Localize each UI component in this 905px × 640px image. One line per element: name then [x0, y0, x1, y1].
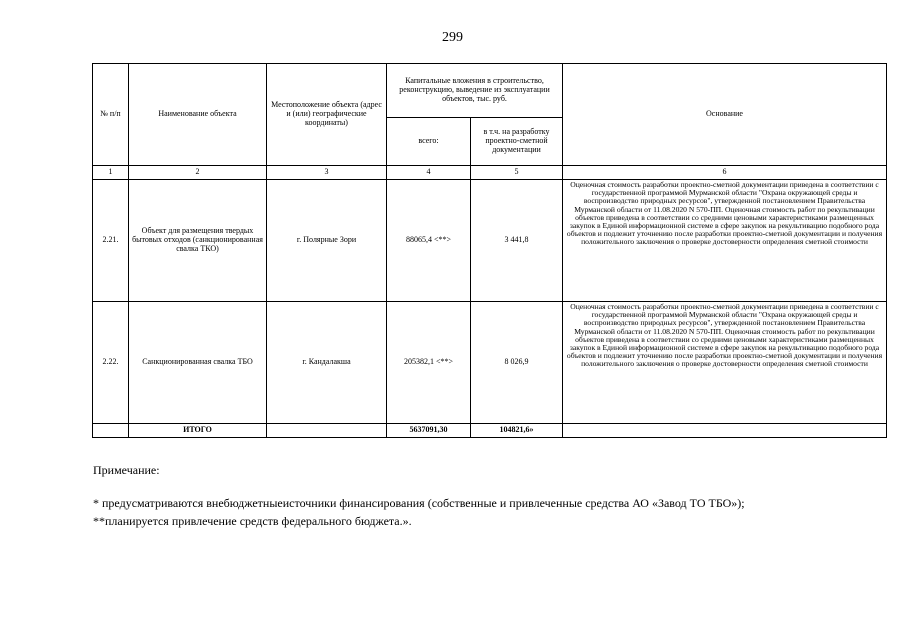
header-location: Местоположение объекта (адрес и (или) географические координаты): [267, 64, 387, 166]
table-row: [93, 302, 887, 424]
header-row-1: [93, 64, 887, 118]
column-number: 6: [563, 166, 887, 180]
row-total: 88065,4 <**>: [387, 180, 471, 302]
note-line-2: **планируется привлечение средств федерального бюджета.».: [93, 514, 412, 528]
row-basis: Оценочная стоимость разработки проектно-сметной документации приведена в соответствии с государственной программой Мурманской области "Охрана окружающей среды и воспроизводство природных ресурсов", утвержденной постановлением Правительства Мурманской области от 11.08.2020 N 570-ПП. Оценочная стоимость работ по рекультивации объектов приведена в соответствии со средними ценовыми характеристиками размещенных закупок в Единой информационной системе в сфере закупок на рекультивацию подобного рода объектов и подлежит уточнению после разработки проектно-сметной документации и получения положительного заключения о проверке достоверности определения сметной стоимости: [563, 180, 887, 302]
header-name: Наименование объекта: [129, 64, 267, 166]
row-num: 2.21.: [93, 180, 129, 302]
row-name: Санкционированная свалка ТБО: [129, 302, 267, 424]
column-number: 3: [267, 166, 387, 180]
row-total: 205382,1 <**>: [387, 302, 471, 424]
row-location: г. Кандалакша: [267, 302, 387, 424]
row-basis: Оценочная стоимость разработки проектно-сметной документации приведена в соответствии с государственной программой Мурманской области "Охрана окружающей среды и воспроизводство природных ресурсов", утвержденной постановлением Правительства Мурманской области от 11.08.2020 N 570-ПП. Оценочная стоимость работ по рекультивации объектов приведена в соответствии со средними ценовыми характеристиками размещенных закупок в Единой информационной системе в сфере закупок на рекультивацию подобного рода объектов и подлежит уточнению после разработки проектно-сметной документации и получения положительного заключения о проверке достоверности определения сметной стоимости: [563, 302, 887, 424]
row-num: 2.22.: [93, 302, 129, 424]
total-empty-cell: [267, 424, 387, 438]
header-basis: Основание: [563, 64, 887, 166]
header-incl-design: в т.ч. на разработку проектно-сметной документации: [471, 118, 563, 166]
total-label: ИТОГО: [129, 424, 267, 438]
total-row: [93, 424, 887, 438]
row-name: Объект для размещения твердых бытовых отходов (санкционированная свалка ТКО): [129, 180, 267, 302]
table-row: [93, 180, 887, 302]
column-number: 4: [387, 166, 471, 180]
page-number: 299: [442, 30, 463, 45]
row-design: 3 441,8: [471, 180, 563, 302]
header-num: № п/п: [93, 64, 129, 166]
header-total: всего:: [387, 118, 471, 166]
note-line-1: * предусматриваются внебюджетныеисточники финансирования (собственные и привлеченные средства АО «Завод ТО ТБО»);: [93, 496, 745, 510]
notes-title: Примечание:: [93, 463, 160, 477]
total-empty-cell: [93, 424, 129, 438]
column-number: 5: [471, 166, 563, 180]
total-empty-cell: [563, 424, 887, 438]
total-sum: 5637091,30: [387, 424, 471, 438]
capital-investment-table: [92, 63, 887, 438]
column-number: 2: [129, 166, 267, 180]
column-number: 1: [93, 166, 129, 180]
column-numbers-row: [93, 166, 887, 180]
header-capital-investments: Капитальные вложения в строительство, реконструкцию, выведение из эксплуатации объектов, тыс. руб.: [387, 64, 563, 118]
row-design: 8 026,9: [471, 302, 563, 424]
row-location: г. Полярные Зори: [267, 180, 387, 302]
total-design-sum: 104821,6»: [471, 424, 563, 438]
